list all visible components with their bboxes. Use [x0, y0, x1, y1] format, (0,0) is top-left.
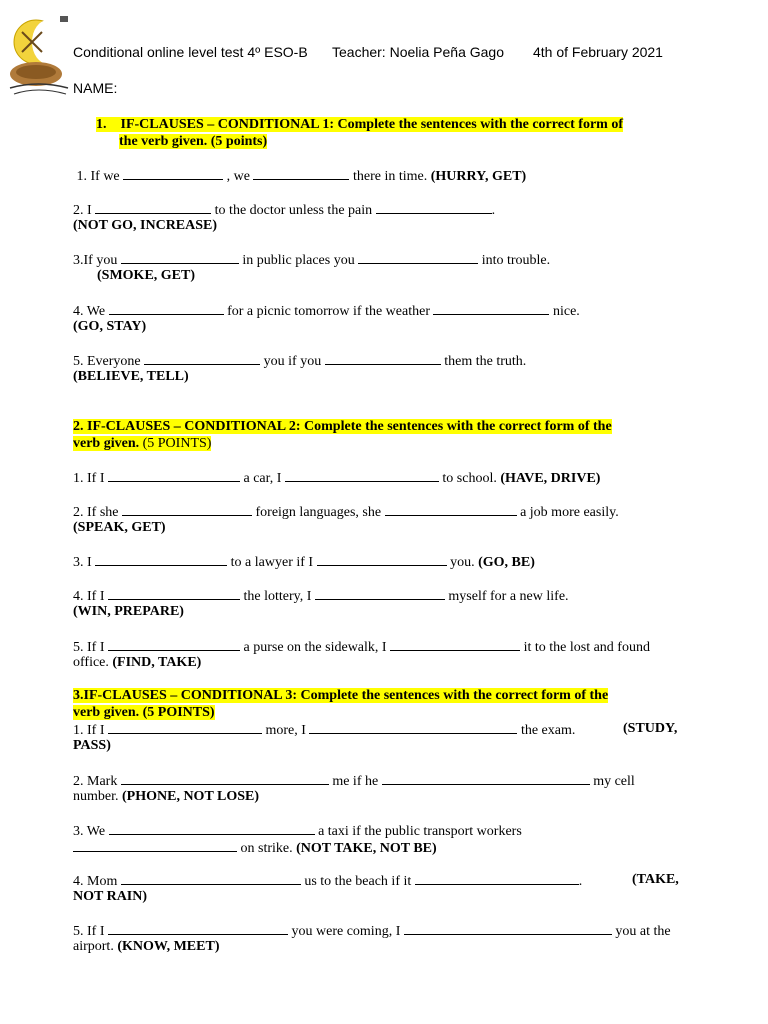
- name-label: NAME:: [73, 80, 118, 96]
- s3-q3-cont: on strike. (NOT TAKE, NOT BE): [73, 838, 693, 857]
- answer-blank[interactable]: [123, 166, 223, 180]
- s1-q4-hint: (GO, STAY): [73, 319, 147, 334]
- s3-q2-cont: number. (PHONE, NOT LOSE): [73, 789, 260, 804]
- answer-blank[interactable]: [121, 871, 301, 885]
- s1-q5-hint: (BELIEVE, TELL): [73, 369, 189, 384]
- answer-blank[interactable]: [433, 301, 549, 315]
- answer-blank[interactable]: [73, 838, 237, 852]
- answer-blank[interactable]: [390, 637, 520, 651]
- s3-q3: 3. We a taxi if the public transport workers: [73, 821, 693, 840]
- s3-q5-cont: airport. (KNOW, MEET): [73, 939, 220, 954]
- answer-blank[interactable]: [109, 821, 315, 835]
- s1-q2: 2. I to the doctor unless the pain .: [73, 200, 693, 219]
- answer-blank[interactable]: [121, 771, 329, 785]
- answer-blank[interactable]: [385, 502, 517, 516]
- answer-blank[interactable]: [121, 250, 239, 264]
- answer-blank[interactable]: [382, 771, 590, 785]
- section3-heading-line2: verb given. (5 POINTS): [73, 705, 215, 720]
- answer-blank[interactable]: [95, 200, 211, 214]
- s2-q4: 4. If I the lottery, I myself for a new life.: [73, 586, 693, 605]
- answer-blank[interactable]: [253, 166, 349, 180]
- s1-q2-hint: (NOT GO, INCREASE): [73, 218, 218, 233]
- answer-blank[interactable]: [108, 586, 240, 600]
- test-date: 4th of February 2021: [533, 44, 663, 60]
- answer-blank[interactable]: [95, 552, 227, 566]
- answer-blank[interactable]: [109, 301, 224, 315]
- s3-q1-hint-cont: PASS): [73, 738, 111, 753]
- answer-blank[interactable]: [108, 637, 240, 651]
- s1-q4: 4. We for a picnic tomorrow if the weather nice.: [73, 301, 693, 320]
- s3-q4: 4. Mom us to the beach if it .: [73, 871, 693, 890]
- s3-q1-hint: (STUDY,: [623, 721, 678, 736]
- section2-heading-line2: verb given. (5 POINTS): [73, 436, 212, 451]
- teacher-name: Teacher: Noelia Peña Gago: [332, 44, 504, 60]
- s3-q1: 1. If I more, I the exam.: [73, 720, 693, 739]
- s2-q2: 2. If she foreign languages, she a job more easily.: [73, 502, 693, 521]
- answer-blank[interactable]: [315, 586, 445, 600]
- s1-q5: 5. Everyone you if you them the truth.: [73, 351, 693, 370]
- s1-q1: 1. If we , we there in time. (HURRY, GET): [73, 166, 693, 185]
- s2-q5-cont: office. (FIND, TAKE): [73, 655, 202, 670]
- answer-blank[interactable]: [404, 921, 612, 935]
- answer-blank[interactable]: [144, 351, 260, 365]
- section1-heading-line1: 1. IF-CLAUSES – CONDITIONAL 1: Complete the sentences with the correct form of: [96, 117, 624, 132]
- section1-number: 1.: [96, 117, 107, 132]
- answer-blank[interactable]: [122, 502, 252, 516]
- s2-q1: 1. If I a car, I to school. (HAVE, DRIVE): [73, 468, 693, 487]
- s2-q2-hint: (SPEAK, GET): [73, 520, 166, 535]
- s2-q4-hint: (WIN, PREPARE): [73, 604, 184, 619]
- section2-heading-line1: 2. IF-CLAUSES – CONDITIONAL 2: Complete the sentences with the correct form of the: [73, 419, 612, 434]
- answer-blank[interactable]: [108, 720, 262, 734]
- section3-heading-line1: 3.IF-CLAUSES – CONDITIONAL 3: Complete the sentences with the correct form of the: [73, 688, 609, 703]
- s1-q3-hint: (SMOKE, GET): [97, 268, 196, 283]
- answer-blank[interactable]: [108, 921, 288, 935]
- s2-q5: 5. If I a purse on the sidewalk, I it to the lost and found: [73, 637, 693, 656]
- s2-q3: 3. I to a lawyer if I you. (GO, BE): [73, 552, 693, 571]
- answer-blank[interactable]: [376, 200, 492, 214]
- s3-q5: 5. If I you were coming, I you at the: [73, 921, 693, 940]
- s3-q2: 2. Mark me if he my cell: [73, 771, 693, 790]
- answer-blank[interactable]: [285, 468, 439, 482]
- section1-heading-line2: the verb given. (5 points): [119, 134, 268, 149]
- answer-blank[interactable]: [317, 552, 447, 566]
- school-logo: [8, 2, 72, 102]
- s3-q4-hint: (TAKE,: [632, 872, 679, 887]
- answer-blank[interactable]: [108, 468, 240, 482]
- test-title: Conditional online level test 4º ESO-B: [73, 44, 308, 60]
- s3-q4-hint-cont: NOT RAIN): [73, 889, 148, 904]
- s1-q3: 3.If you in public places you into trouble.: [73, 250, 693, 269]
- answer-blank[interactable]: [309, 720, 517, 734]
- answer-blank[interactable]: [415, 871, 579, 885]
- answer-blank[interactable]: [325, 351, 441, 365]
- answer-blank[interactable]: [358, 250, 478, 264]
